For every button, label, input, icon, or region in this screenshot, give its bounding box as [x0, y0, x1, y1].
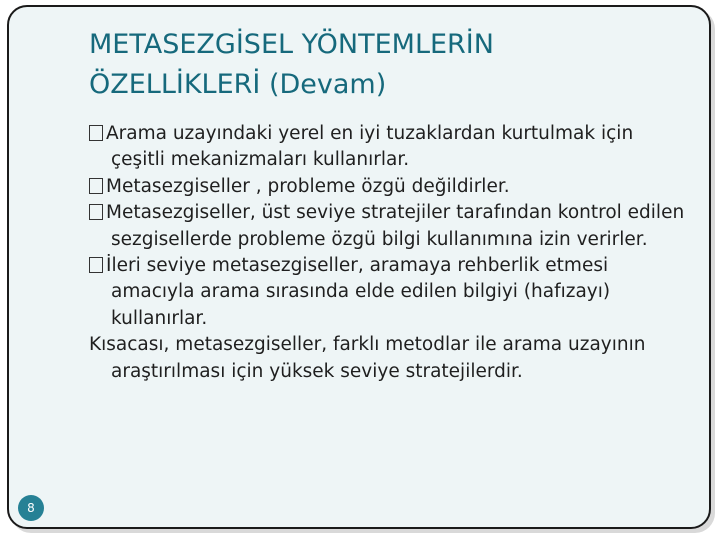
paragraph-text: Arama uzayındaki yerel en iyi tuzaklardan kurtulmak için çeşitli mekanizmaları kullanırlar.: [106, 123, 634, 171]
slide-title: [89, 25, 689, 105]
bullet-square-icon: [89, 257, 103, 273]
paragraph-4: [89, 253, 689, 332]
slide-body: [89, 121, 689, 385]
bullet-square-icon: [89, 204, 103, 220]
bullet-square-icon: [89, 178, 103, 194]
slide-title-line-2: ÖZELLİKLERİ (Devam): [89, 69, 387, 100]
paragraph-5: [89, 332, 689, 385]
paragraph-2: [89, 174, 689, 200]
paragraph-1: [89, 121, 689, 174]
slide-frame: [7, 5, 711, 529]
slide-title-line-1: METASEZGİSEL YÖNTEMLERİN: [89, 29, 494, 60]
page-number-badge: 8: [18, 495, 44, 521]
paragraph-3: [89, 200, 689, 253]
paragraph-text: İleri seviye metasezgiseller, aramaya rehberlik etmesi amacıyla arama sırasında elde edilen bilgiyi (hafızayı) kullanırlar.: [106, 255, 611, 329]
paragraph-text: Metasezgiseller , probleme özgü değildirler.: [106, 175, 510, 197]
paragraph-text: Metasezgiseller, üst seviye stratejiler tarafından kontrol edilen sezgisellerde probleme özgü bilgi kullanımına izin verirler.: [106, 202, 685, 250]
paragraph-text: Kısacası, metasezgiseller, farklı metodlar ile arama uzayının araştırılması için yüksek seviye stratejilerdir.: [89, 334, 646, 382]
bullet-square-icon: [89, 125, 103, 141]
